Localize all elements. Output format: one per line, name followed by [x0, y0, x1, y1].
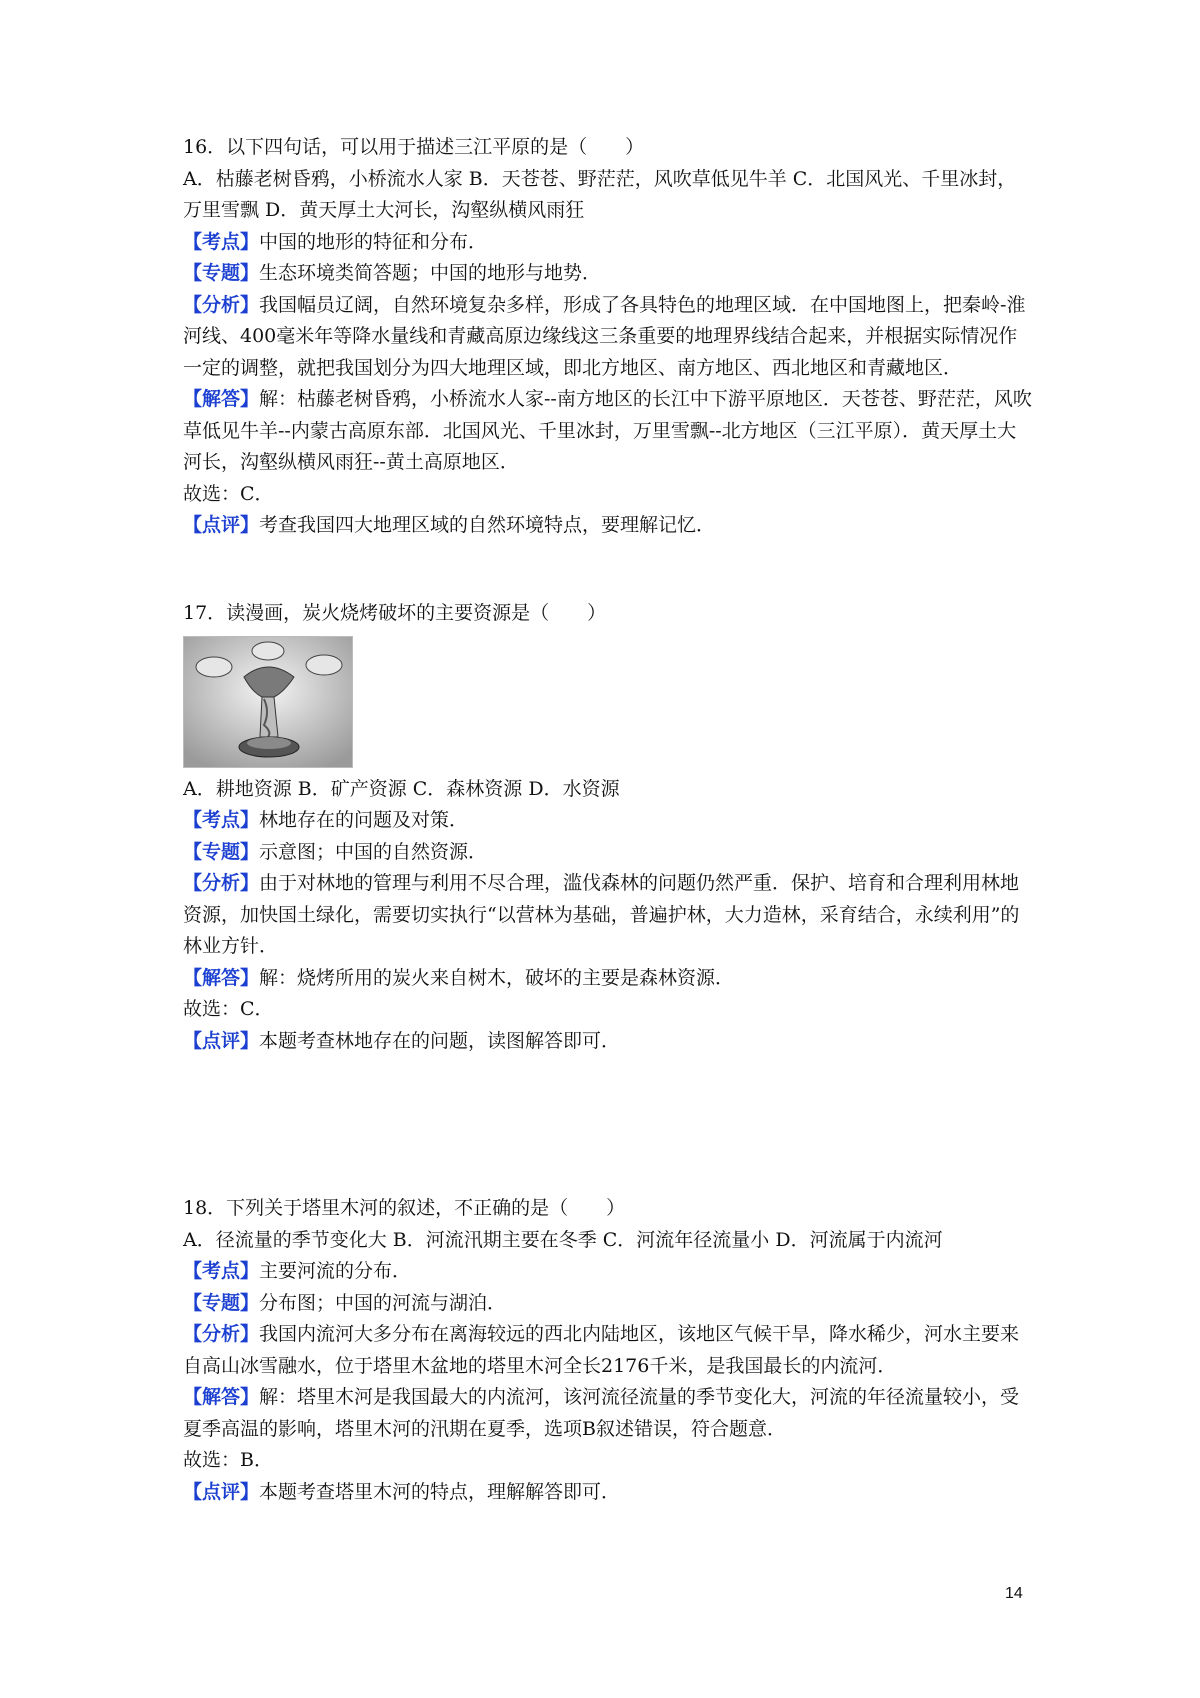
cartoon-illustration [184, 637, 352, 767]
question-stem: 17．读漫画，炭火烧烤破坏的主要资源是（ ） [183, 602, 607, 624]
jieda-tag: 【解答】 [183, 388, 260, 410]
fenxi-line [183, 290, 1033, 385]
jieda-tag: 【解答】 [183, 1386, 260, 1408]
zhuanti-line [183, 837, 1033, 869]
fenxi-line [183, 1319, 1033, 1382]
fenxi-tag: 【分析】 [183, 872, 260, 894]
jieda-line [183, 963, 1033, 995]
question-options: A．耕地资源 B．矿产资源 C．森林资源 D．水资源 [183, 777, 620, 800]
zhuanti-tag: 【专题】 [183, 1291, 260, 1314]
jieda-tag: 【解答】 [183, 966, 260, 989]
jieda-text: 解：烧烤所用的炭火来自树木，破坏的主要是森林资源． [259, 966, 735, 989]
question-16 [183, 132, 1033, 542]
kaodian-tag: 【考点】 [183, 230, 260, 253]
zhuanti-text: 生态环境类简答题；中国的地形与地势． [259, 262, 602, 284]
zhuanti-text: 示意图；中国的自然资源． [259, 840, 488, 863]
zhuanti-text: 分布图；中国的河流与湖泊． [259, 1291, 507, 1314]
kaodian-line [183, 227, 1033, 259]
fenxi-text: 由于对林地的管理与利用不尽合理，滥伐森林的问题仍然严重．保护、培育和合理利用林地资源，加快国土绿化，需要切实执行“以营林为基础，普遍护林，大力造林，采育结合，永续利用”的林业方针． [183, 872, 1020, 957]
dianping-tag: 【点评】 [183, 514, 260, 536]
dianping-text: 本题考查塔里木河的特点，理解解答即可． [259, 1480, 621, 1503]
dianping-line [183, 1477, 1033, 1509]
zhuanti-line [183, 258, 1033, 290]
dianping-line [183, 510, 1033, 542]
kaodian-tag: 【考点】 [183, 809, 260, 831]
question-18 [183, 1193, 1033, 1508]
dianping-tag: 【点评】 [183, 1029, 260, 1052]
kaodian-text: 主要河流的分布． [259, 1260, 412, 1282]
jieda-text: 解：枯藤老树昏鸦，小桥流水人家--南方地区的长江中下游平原地区．天苍苍、野茫茫，风吹草低见牛羊--内蒙古高原东部．北国风光、千里冰封，万里雪飘--北方地区（三江平原）．黄天厚土大河长，沟壑纵横风雨狂--黄土高原地区． [183, 388, 1032, 473]
answer-line: 故选：C． [183, 998, 274, 1020]
page-number: 14 [1005, 1585, 1023, 1602]
fenxi-line [183, 868, 1033, 963]
dianping-text: 考查我国四大地理区域的自然环境特点，要理解记忆． [259, 514, 716, 536]
zhuanti-line [183, 1288, 1033, 1320]
dianping-tag: 【点评】 [183, 1480, 260, 1503]
jieda-line [183, 384, 1033, 479]
dianping-line [183, 1026, 1033, 1058]
kaodian-line [183, 805, 1033, 837]
dianping-text: 本题考查林地存在的问题，读图解答即可． [259, 1029, 621, 1052]
question-stem: 16．以下四句话，可以用于描述三江平原的是（ ） [183, 136, 645, 158]
fenxi-text: 我国内流河大多分布在离海较远的西北内陆地区，该地区气候干旱，降水稀少，河水主要来自高山冰雪融水，位于塔里木盆地的塔里木河全长2176千米，是我国最长的内流河． [183, 1323, 1020, 1377]
cartoon-image [183, 636, 353, 768]
fenxi-tag: 【分析】 [183, 293, 260, 316]
zhuanti-tag: 【专题】 [183, 262, 260, 284]
question-stem: 18．下列关于塔里木河的叙述，不正确的是（ ） [183, 1197, 626, 1219]
zhuanti-tag: 【专题】 [183, 840, 260, 863]
question-options: A．径流量的季节变化大 B．河流汛期主要在冬季 C．河流年径流量小 D．河流属于内流河 [183, 1228, 943, 1251]
fenxi-text: 我国幅员辽阔，自然环境复杂多样，形成了各具特色的地理区域．在中国地图上，把秦岭-淮河线、400毫米年等降水量线和青藏高原边缘线这三条重要的地理界线结合起来，并根据实际情况作一定的调整，就把我国划分为四大地理区域，即北方地区、南方地区、西北地区和青藏地区． [183, 293, 1026, 379]
kaodian-tag: 【考点】 [183, 1260, 260, 1282]
kaodian-line [183, 1256, 1033, 1288]
answer-line: 故选：C． [183, 482, 274, 505]
jieda-text: 解：塔里木河是我国最大的内流河，该河流径流量的季节变化大，河流的年径流量较小，受夏季高温的影响，塔里木河的汛期在夏季，选项B叙述错误，符合题意． [183, 1386, 1020, 1440]
fenxi-tag: 【分析】 [183, 1323, 260, 1345]
question-options: A．枯藤老树昏鸦，小桥流水人家 B．天苍苍、野茫茫，风吹草低见牛羊 C．北国风光、千里冰封，万里雪飘 D．黄天厚土大河长，沟壑纵横风雨狂 [183, 167, 1017, 221]
kaodian-text: 林地存在的问题及对策． [259, 809, 469, 831]
answer-line: 故选：B． [183, 1449, 273, 1471]
kaodian-text: 中国的地形的特征和分布． [259, 230, 488, 253]
jieda-line [183, 1382, 1033, 1445]
question-17 [183, 598, 1033, 1057]
